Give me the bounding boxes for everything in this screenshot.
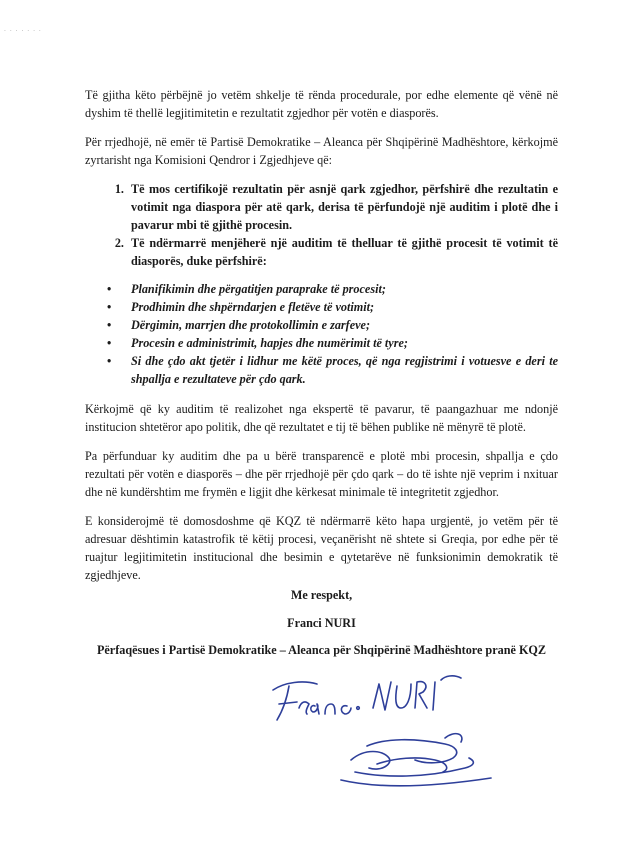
- demand-item-1: 1. Të mos certifikojë rezultatin për asnjë qark zgjedhor, përfshirë dhe rezultatin e votimit nga diaspora për atë qark, derisa të përfundojë një auditim i plotë dhe i pavarur mbi të gjithë procesin.: [127, 180, 558, 234]
- audit-scope-item: • Prodhimin dhe shpërndarjen e fletëve të votimit;: [107, 300, 375, 314]
- signatory-name: Franci NURI: [287, 616, 356, 630]
- paragraph-transparency: Pa përfunduar ky auditim dhe pa u bërë transparencë e plotë mbi procesin, shpallja e çdo rezultati për votën e diasporës – dhe për rrjedhojë për çdo qark – do të ishte një veprim i nxituar dhe në kundërshtim me frymën e ligjit dhe kërkesat minimale të integritetit zgjedhor.: [85, 449, 558, 499]
- signature-drawing: [255, 668, 515, 798]
- signatory-title: Përfaqësues i Partisë Demokratike – Aleanca për Shqipërinë Madhështore pranë KQZ: [96, 643, 547, 657]
- scan-artifact: · · · · · · ·: [4, 28, 42, 35]
- paragraph-independent-experts: Kërkojmë që ky auditim të realizohet nga ekspertë të pavarur, të paangazhuar me ndonjë institucion shtetëror apo politik, dhe që rezultatet e tij të bëhen publike në mënyrë të plotë.: [85, 402, 558, 434]
- demands-list: [85, 180, 558, 270]
- audit-scope-item: • Si dhe çdo akt tjetër i lidhur me këtë proces, që nga regjistrimi i votuesve e deri te shpallja e rezultateve për çdo qark.: [107, 354, 558, 386]
- audit-scope-list: [85, 280, 558, 388]
- closing-salutation: Me respekt,: [290, 588, 353, 602]
- paragraph-violations: Të gjitha këto përbëjnë jo vetëm shkelje të rënda procedurale, por edhe elemente që vënë në dyshim të thellë legjitimitetin e rezultatit zgjedhor për votën e diasporës.: [85, 88, 558, 120]
- paragraph-urgent-steps: E konsiderojmë të domosdoshme që KQZ të ndërmarrë këto hapa urgjentë, jo vetëm për të adresuar dështimin katastrofik të këtij procesi, veçanërisht në shtete si Greqia, por edhe për të ruajtur legjitimitetin institucional dhe besimin e qytetarëve në funksionimin demokratik të zgjedhjeve.: [85, 514, 558, 582]
- letter-body: [85, 86, 558, 595]
- audit-scope-item: • Planifikimin dhe përgatitjen paraprake të procesit;: [107, 282, 386, 296]
- handwritten-signature: [255, 668, 515, 798]
- audit-scope-item: • Dërgimin, marrjen dhe protokollimin e zarfeve;: [107, 318, 371, 332]
- audit-scope-item: • Procesin e administrimit, hapjes dhe numërimit të tyre;: [107, 336, 408, 350]
- demand-item-2: 2. Të ndërmarrë menjëherë një auditim të thelluar të gjithë procesit të votimit të diasporës, duke përfshirë:: [127, 234, 558, 270]
- paragraph-request-intro: Për rrjedhojë, në emër të Partisë Demokratike – Aleanca për Shqipërinë Madhështore, kërkojmë zyrtarisht nga Komisioni Qendror i Zgjedhjeve që:: [85, 135, 558, 167]
